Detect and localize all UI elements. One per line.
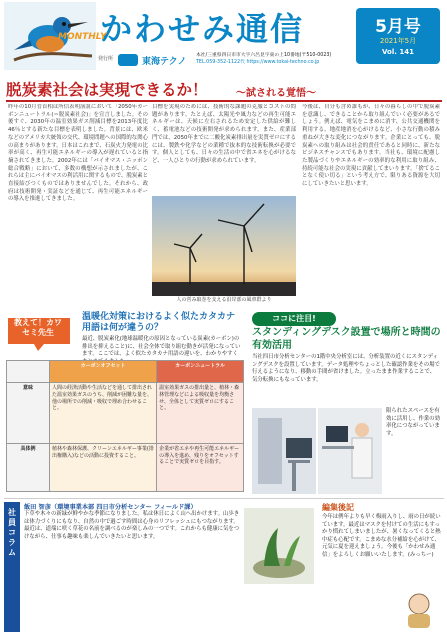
lead-column-1: 昨年の10月菅首相は所信表明演説において「2050年カーボンニュートラル(＝脱炭素社会)」を宣言しました。その後すぐ、2030年の温室効果ガス削減目標を2013年度比46％とする新たな目標を表明しました。背景には、欧米などのアメリカ大統領の交代、環境問題への国際的な関心の高まりがあります。日本はこれまで、石炭火力発電の比率が高く、再生可能エネルギーの導入が遅れていると指摘されてきました。2002年には「バイオマス・ニッポン総合戦略」において、多数の構想が示されましたが、これらは主にバイオマスの利活用に関するもので、脱炭素と直接結びつくものではありませんでした。それから、政府は技術開発・実証などを通じて、再生可能エネルギーの導入を推進してきました。 [8, 104, 148, 203]
company-name: 東海テクノ [142, 57, 187, 67]
wind-turbine-photo [152, 196, 296, 296]
table-cell: 人間の経済活動や生活などを通して排出された温室効果ガスのうち、削減が困難な量を、他の場所での削減・吸収で埋め合わせること。 [50, 383, 157, 444]
issue-month: 5月号 [375, 17, 421, 37]
monthly-label: MONTHLY [58, 32, 107, 42]
column-body: 下草や木々の新緑が鮮やかな季節になりました。私は休日によく山へ出かけます。山歩きは体力づくりにもなり、自然の中で過ごす時間は心身のリフレッシュにもつながります。最近は、道端に咲く草花の名前を調べるのが楽しみの一つです。これからも健康に気をつけながら、仕事も趣味も楽しんでいきたいと思います。 [24, 511, 240, 540]
table-cell: 植林や森林保護、クリーンエネルギー事業(排出権購入)などの活動に投資すること。 [50, 444, 157, 492]
address-block [196, 52, 356, 66]
qa-body: 最近、脱炭素化(地球温暖化の原因となっている炭素(カーボン)の排出を抑えること)に、社会全体で取り組む動きが活発になっています。ここでは、よく似たカタカナ用語の違いを、わかりやすく [82, 336, 241, 358]
table-head-neutral: カーボンニュートラル [157, 361, 244, 383]
table-row [7, 383, 244, 444]
feature-body-2: 限られたスペースを有効に活用し、作業の効率化につながっています。 [386, 408, 440, 437]
column-author: 飯田 智彦（環境事業本部 四日市分析センター フィールド課） [24, 504, 197, 511]
publisher-label: 発行所 [98, 56, 114, 62]
editor-illustration-icon [396, 586, 442, 630]
issue-vol: Vol. 141 [382, 48, 414, 56]
table-head-offset: カーボンオフセット [50, 361, 157, 383]
desk-photo [252, 408, 316, 494]
photo-caption: 人の営み取巻を支える沿岸部の風車群より [176, 297, 272, 303]
feature-badge-label: ココに注目! [272, 314, 316, 323]
plant-photo [244, 508, 314, 584]
main-subhead: ～試される覚悟～ [236, 88, 316, 99]
company-logo-icon [118, 54, 138, 66]
issue-date: 2021年5月 [379, 37, 417, 45]
feature-title: スタンディングデスク設置で場所と時間の有効活用 [252, 327, 441, 351]
section-divider [4, 498, 444, 499]
carbon-terms-table [6, 360, 244, 492]
editor-note-title: 編集後記 [322, 503, 354, 512]
column-side-label: 社員コラム [8, 508, 16, 557]
table-cell: 企業が省エネや再生可能エネルギーの導入を進め、残りをオフセットすることで実質ゼロを目指す。 [157, 444, 244, 492]
editor-note-body: 今年は例年よりも早く梅雨入りし、雨の日が続いています。最近はマスクを付けての生活にもすっかり慣れてしまいましたが、暑くなってくると熱中症も心配です。こまめな水分補給を心がけて、元気に夏を迎えましょう。今後も「かわせみ通信」をよろしくお願いいたします。(みっちー) [322, 514, 441, 558]
teacher-badge-label: 教えて！カワセミ先生 [14, 318, 62, 337]
tel-line: TEL.059-352-1122代 https://www.tokai-techno.co.jp [196, 60, 320, 65]
lead-column-3: 今後は、自分も含め誰もが、日々の暮らしの中で脱炭素を意識し、できることから取り組んでいく必要があるでしょう。例えば、電気をこまめに消す、公共交通機関を利用する、地産地消を心がけるなど、小さな行動の積み重ねが大きな変化につながります。企業にとっても、脱炭素への取り組みは社会的責任であると同時に、新たなビジネスチャンスでもあります。当社も、環境に配慮した製品づくりやエネルギーの効率的な利用に取り組み、持続可能な社会の実現に貢献してまいります。「捨てることなく使い切る」という考え方で、限りある資源を大切にしていきたいと思います。 [302, 104, 440, 188]
lead-column-2: 目標を実現のためには、技術的な課題の克服とコストの問題があります。たとえば、太陽光や風力などの再生可能エネルギーは、天候に左右されるため安定した供給が難しく、蓄電池などの技術開発が求められます。また、産業部門では、2050年までに二酸化炭素排出量を実質ゼロにするには、製鉄や化学などの業種で抜本的な技術転換が必要です。個人としても、日々の生活の中で省エネを心がけるなど、一人ひとりの行動が求められています。 [152, 104, 296, 164]
table-row-label: 具体例 [7, 444, 50, 492]
table-cell: 温室効果ガスの排出量と、植林・森林管理などによる吸収量を均衡させ、全体として実質ゼロにすること。 [157, 383, 244, 444]
analyst-photo [318, 408, 382, 494]
newsletter-title: かわせみ通信 [100, 10, 305, 48]
feature-body: 当社四日市分析センターの1階中央分析室には、分析装置の近くにスタンディングデスクを設置しています。データ処理やちょっとした確認作業をその場で行えるようになり、移動の手間が省けました。立ったまま作業することで、気分転換にもなっています。 [252, 354, 440, 383]
table-header-row [7, 361, 244, 383]
main-headline: 脱炭素社会は実現できるか！ [6, 80, 208, 99]
headline-rule [6, 100, 442, 102]
table-corner [7, 361, 50, 383]
table-row [7, 444, 244, 492]
table-row-label: 意味 [7, 383, 50, 444]
address-line: 本社/三重県四日市市大字六呂見字東の上10番地(〒510-0023) [196, 53, 332, 58]
qa-title: 温暖化対策におけるよく似たカタカナ用語は何が違うの？ [82, 312, 236, 333]
